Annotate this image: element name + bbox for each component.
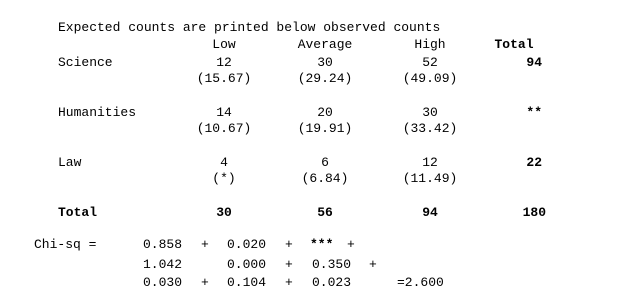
chi-plus: + [369, 257, 377, 272]
chi-term-humanities-high: 0.350 [312, 257, 352, 272]
col-header-average: Average [297, 37, 353, 52]
chi-term-law-low: 0.030 [143, 275, 183, 290]
row-label-humanities: Humanities [58, 105, 137, 120]
row-label-total: Total [58, 205, 98, 220]
chi-plus: + [347, 237, 355, 252]
chi-plus: + [201, 237, 209, 252]
cell-law-high-expected: (11.49) [402, 171, 458, 186]
chi-plus: + [285, 237, 293, 252]
chi-term-science-average: 0.020 [227, 237, 267, 252]
cell-science-high-observed: 52 [422, 55, 438, 70]
grand-total: 180 [522, 205, 546, 220]
cell-humanities-total: ** [526, 105, 542, 120]
expected-counts-note: Expected counts are printed below observed counts [58, 20, 441, 35]
chi-term-humanities-low: 1.042 [143, 257, 183, 272]
cell-law-average-expected: (6.84) [301, 171, 349, 186]
total-average: 56 [317, 205, 333, 220]
chi-sq-label: Chi-sq = [34, 237, 97, 252]
chi-sq-result: =2.600 [397, 275, 444, 290]
cell-science-high-expected: (49.09) [402, 71, 458, 86]
cell-law-average-observed: 6 [321, 155, 329, 170]
cell-science-low-expected: (15.67) [196, 71, 252, 86]
chi-term-law-average: 0.104 [227, 275, 267, 290]
cell-science-total: 94 [526, 55, 542, 70]
cell-science-average-expected: (29.24) [297, 71, 353, 86]
cell-law-low-observed: 4 [220, 155, 228, 170]
chi-plus: + [285, 275, 293, 290]
chi-term-humanities-average: 0.000 [227, 257, 267, 272]
cell-humanities-average-observed: 20 [317, 105, 333, 120]
cell-law-high-observed: 12 [422, 155, 438, 170]
cell-humanities-high-expected: (33.42) [402, 121, 458, 136]
total-high: 94 [422, 205, 438, 220]
col-header-total: Total [494, 37, 534, 52]
row-label-science: Science [58, 55, 113, 70]
chi-plus: + [201, 275, 209, 290]
chi-term-science-low: 0.858 [143, 237, 183, 252]
col-header-high: High [414, 37, 446, 52]
col-header-low: Low [212, 37, 236, 52]
cell-humanities-high-observed: 30 [422, 105, 438, 120]
cell-humanities-low-expected: (10.67) [196, 121, 252, 136]
cell-law-total: 22 [526, 155, 542, 170]
chi-term-law-high: 0.023 [312, 275, 352, 290]
cell-law-low-expected: (*) [212, 171, 236, 186]
cell-humanities-average-expected: (19.91) [297, 121, 353, 136]
total-low: 30 [216, 205, 232, 220]
chi-term-science-high: *** [310, 237, 334, 252]
row-label-law: Law [58, 155, 82, 170]
cell-humanities-low-observed: 14 [216, 105, 232, 120]
chi-plus: + [285, 257, 293, 272]
cell-science-average-observed: 30 [317, 55, 333, 70]
cell-science-low-observed: 12 [216, 55, 232, 70]
